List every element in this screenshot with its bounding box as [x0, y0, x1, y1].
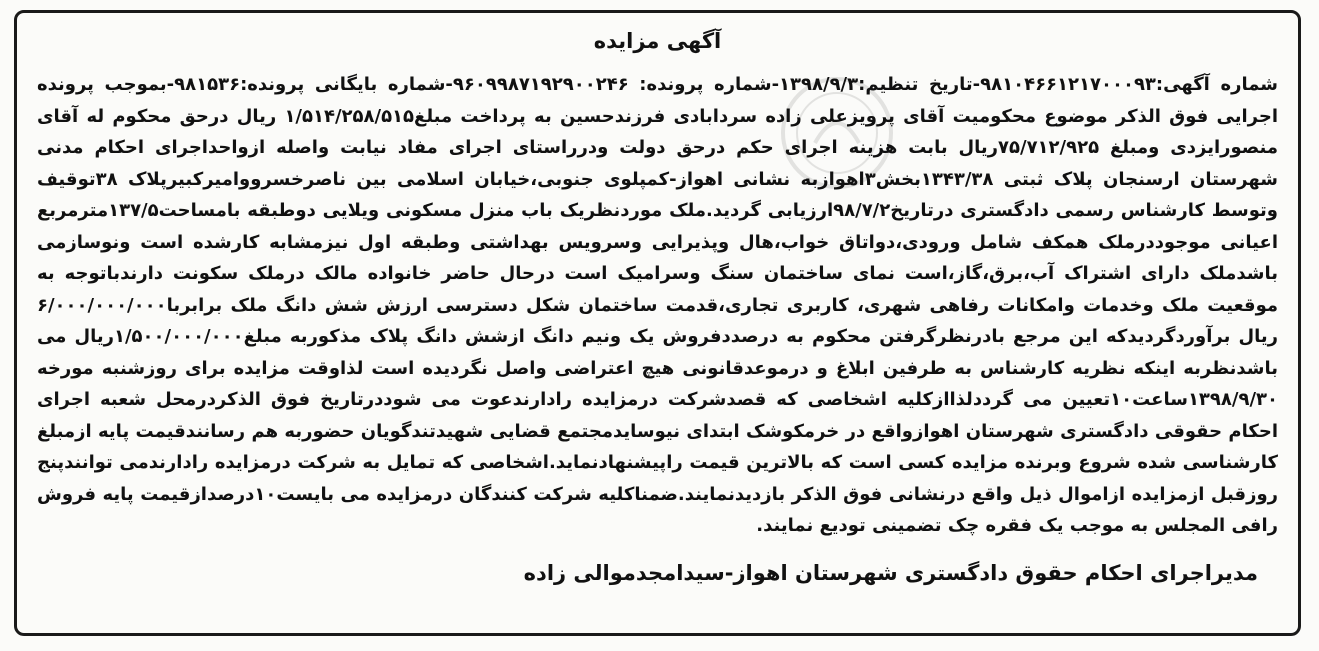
notice-signature: مدیراجرای احکام حقوق دادگستری شهرستان اهواز-سیدامجدموالی زاده [523, 561, 1258, 585]
notice-title: آگهی مزایده [593, 29, 722, 53]
notice-paragraph: شماره آگهی:۹۸۱۰۴۶۶۱۲۱۷۰۰۰۹۳-تاریخ تنظیم:۱۳۹۸/۹/۳-شماره پرونده: ۹۶۰۹۹۸۷۱۹۲۹۰۰۲۴۶-شماره بایگانی پرونده:۹۸۱۵۳۶-بموجب پرونده اجرایی فوق الذکر موضوع محکومیت آقای پرویزعلی زاده سردابادی فرزندحسین به پرداخت مبلغ۱/۵۱۴/۲۵۸/۵۱۵ ریال درحق محکوم له آقای منصورایزدی ومبلغ ۷۵/۷۱۲/۹۲۵ریال بابت هزینه اجرای حکم درحق دولت ودرراستای اجرای مفاد نیابت واصله ازواحداجرای احکام مدنی شهرستان ارسنجان پلاک ثبتی ۱۳۴۳/۳۸بخش۳اهوازبه نشانی اهواز-کمپلوی جنوبی،خیابان اسلامی بین ناصرخسروواميرکبيرپلاک ۳۸توقیف وتوسط کارشناس رسمی دادگستری درتاریخ۹۸/۷/۲ارزیابی گردید.ملک موردنظریک باب منزل مسکونی ویلایی دوطبقه بامساحت۱۳۷/۵مترمربع اعیانی موجوددرملک همکف شامل ورودی،دواتاق خواب،هال وپذیرایی وسرویس بهداشتی وطبقه اول نیزمشابه کارشده است ونوسازمی باشدملک دارای اشتراک آب،برق،گاز،است نمای ساختمان سنگ وسرامیک است درحال حاضر خانواده مالک درملک سکونت دارندباتوجه به موقعیت ملک وخدمات وامکانات رفاهی شهری، کاربری تجاری،قدمت ساختمان شکل دسترسی ارزش شش دانگ ملک برابربا۶/۰۰۰/۰۰۰/۰۰۰ ریال برآوردگردیدکه این مرجع بادرنظرگرفتن محکوم به درصددفروش یک ونیم دانگ ازشش دانگ پلاک مذکوربه مبلغ۱/۵۰۰/۰۰۰/۰۰۰ریال می باشدنظربه اینکه نظریه کارشناس به طرفین ابلاغ و درموعدقانونی هیچ اعتراضی واصل نگردیده است لذاوقت مزایده برای روزشنبه مورخه ۱۳۹۸/۹/۳۰ساعت۱۰تعیین می گرددلذاازکلیه اشخاصی که قصدشرکت درمزایده رادارندعوت می شوددرتاریخ فوق الذکردرمحل شعبه اجرای احکام حقوقی دادگستری شهرستان اهوازواقع در خرمکوشک ابتدای نیوسایدمجتمع قضایی شهیدتندگویان حضوربه هم رسانندقیمت پایه ازمبلغ کارشناسی شده شروع وبرنده مزایده کسی است که بالاترین قیمت راپیشنهادنماید.اشخاصی که تمایل به شرکت درمزایده رادارندمی توانندپنج روزقبل ازمزایده ازاموال ذیل واقع درنشانی فوق الذکر بازدیدنمایند.ضمناکلیه شرکت کنندگان درمزایده می بایست۱۰درصدازقیمت پایه فروش رافی المجلس به موجب یک فقره چک تضمینی تودیع نمایند. [37, 74, 1279, 536]
notice-frame [14, 10, 1301, 636]
notice-body [37, 69, 1278, 542]
